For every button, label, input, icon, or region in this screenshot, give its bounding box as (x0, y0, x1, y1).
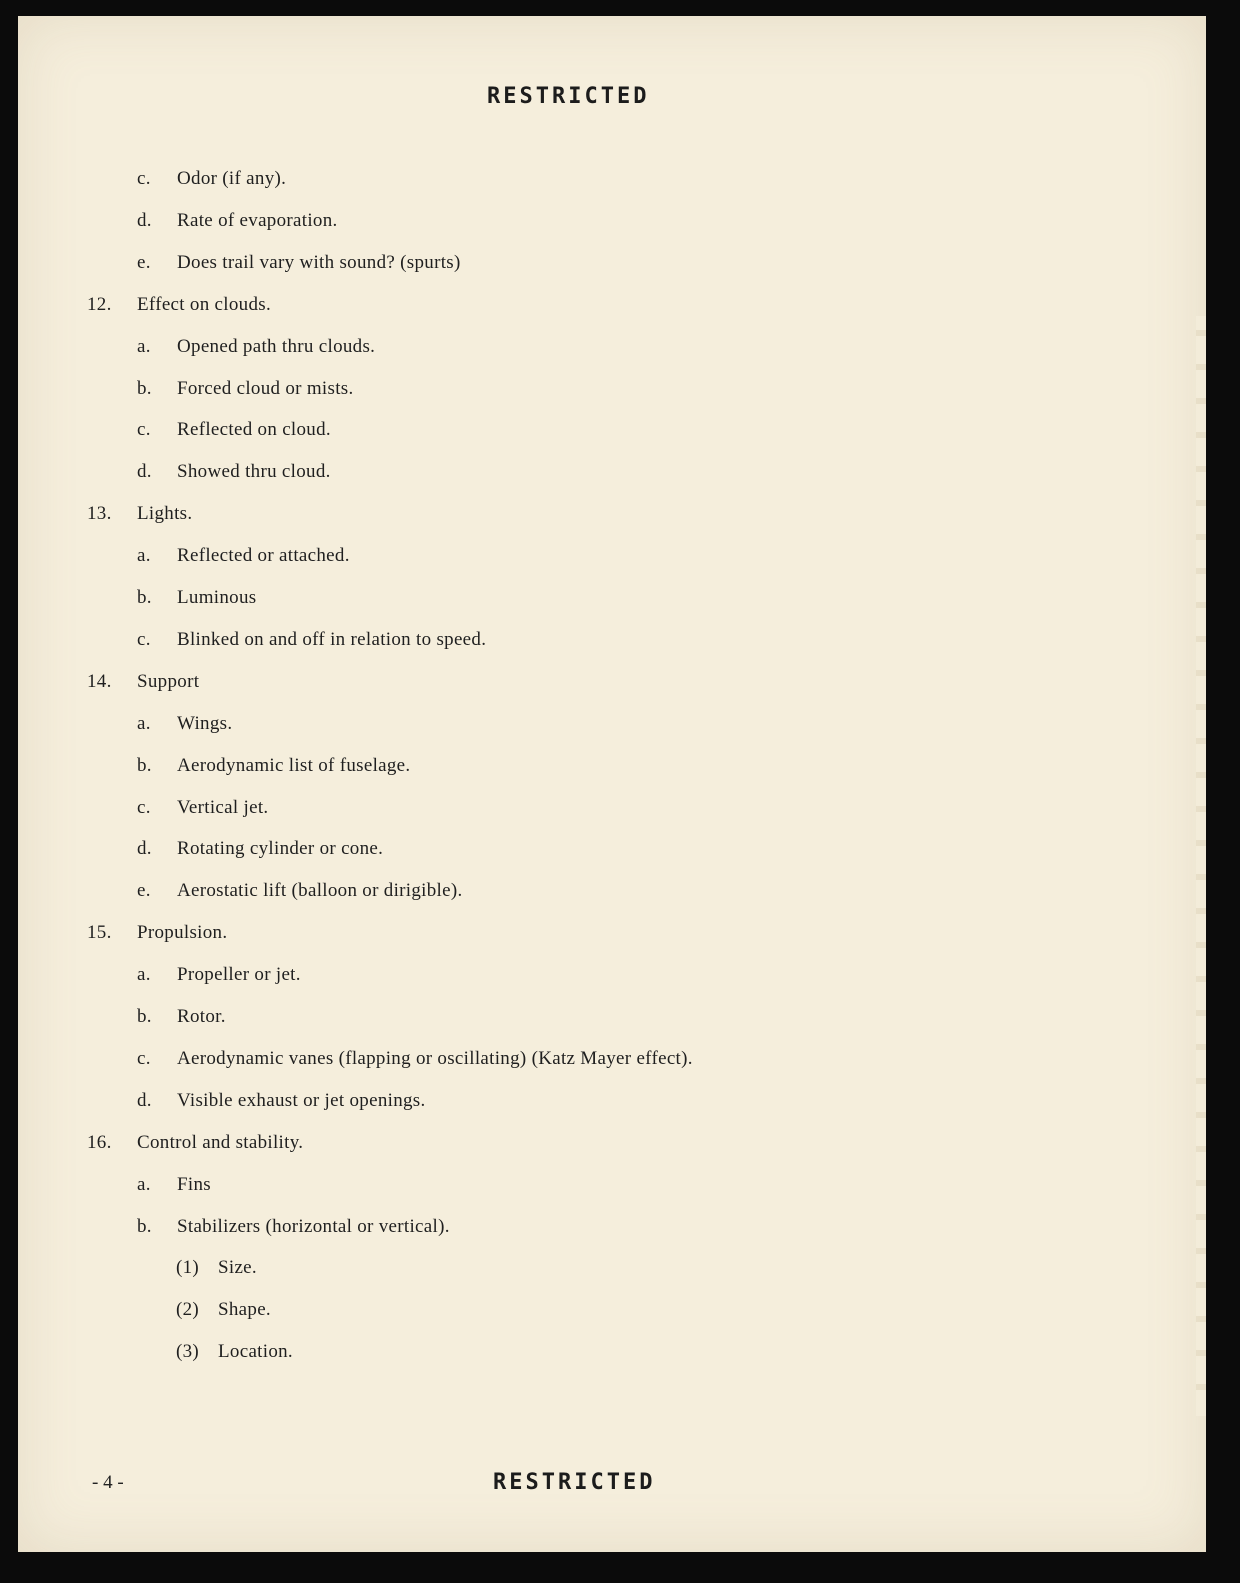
outline-text: Aerostatic lift (balloon or dirigible). (177, 880, 463, 901)
page-number: - 4 - (92, 1472, 124, 1493)
outline-line (137, 1174, 211, 1196)
outline-marker: b. (137, 587, 152, 608)
outline-text: Fins (177, 1174, 211, 1195)
outline-line (176, 1299, 271, 1321)
outline-text: Visible exhaust or jet openings. (177, 1090, 426, 1111)
outline-marker: (2) (176, 1299, 200, 1320)
outline-line (137, 964, 301, 986)
outline-marker: d. (137, 838, 152, 859)
outline-text: Aerodynamic list of fuselage. (177, 755, 411, 776)
outline-line (137, 587, 256, 609)
outline-line (176, 1341, 293, 1363)
outline-line (137, 378, 354, 400)
outline-marker: c. (137, 629, 151, 650)
outline-text: Reflected on cloud. (177, 419, 331, 440)
outline-line (137, 713, 232, 735)
outline-marker: d. (137, 461, 152, 482)
outline-text: Control and stability. (137, 1132, 304, 1153)
outline-line (87, 294, 271, 316)
outline-text: Stabilizers (horizontal or vertical). (177, 1216, 450, 1237)
outline-text: Vertical jet. (177, 797, 269, 818)
outline-line (137, 1048, 693, 1070)
outline-text: Blinked on and off in relation to speed. (177, 629, 487, 650)
outline-line (137, 755, 410, 777)
outline-text: Rotor. (177, 1006, 226, 1027)
outline-line (137, 1006, 226, 1028)
outline-text: Location. (218, 1341, 293, 1362)
outline-marker: d. (137, 1090, 152, 1111)
outline-text: Forced cloud or mists. (177, 378, 354, 399)
outline-line (137, 252, 461, 274)
outline-text: Propulsion. (137, 922, 228, 943)
outline-text: Size. (218, 1257, 257, 1278)
outline-line (137, 461, 331, 483)
outline-line (137, 629, 486, 651)
outline-line (137, 1216, 450, 1238)
outline-text: Reflected or attached. (177, 545, 350, 566)
outline-marker: (1) (176, 1257, 200, 1278)
outline-marker: a. (137, 964, 151, 985)
outline-text: Shape. (218, 1299, 271, 1320)
outline-text: Wings. (177, 713, 233, 734)
outline-line (137, 1090, 426, 1112)
outline-marker: 12. (87, 294, 112, 315)
outline-marker: c. (137, 168, 151, 189)
outline-marker: c. (137, 419, 151, 440)
outline-marker: c. (137, 1048, 151, 1069)
outline-marker: 15. (87, 922, 112, 943)
outline-text: Propeller or jet. (177, 964, 301, 985)
outline-line (137, 838, 383, 860)
outline-line (87, 922, 227, 944)
outline-line (87, 503, 192, 525)
outline-marker: 14. (87, 671, 112, 692)
outline-line (137, 545, 350, 567)
outline-line (176, 1257, 257, 1279)
outline-line (87, 1132, 303, 1154)
outline-marker: e. (137, 880, 151, 901)
outline-marker: (3) (176, 1341, 200, 1362)
outline-text: Effect on clouds. (137, 294, 272, 315)
outline-text: Opened path thru clouds. (177, 336, 376, 357)
outline-marker: a. (137, 1174, 151, 1195)
classification-header: RESTRICTED (487, 84, 650, 109)
outline-marker: c. (137, 797, 151, 818)
outline-line (137, 880, 463, 902)
outline-marker: b. (137, 1216, 152, 1237)
outline-text: Odor (if any). (177, 168, 287, 189)
outline-text: Rotating cylinder or cone. (177, 838, 384, 859)
outline-line (137, 168, 286, 190)
document-page (18, 16, 1206, 1552)
outline-marker: a. (137, 545, 151, 566)
outline-line (137, 419, 331, 441)
outline-marker: a. (137, 336, 151, 357)
outline-line (87, 671, 199, 693)
outline-marker: b. (137, 755, 152, 776)
outline-text: Luminous (177, 587, 257, 608)
outline-marker: b. (137, 1006, 152, 1027)
outline-marker: a. (137, 713, 151, 734)
outline-text: Showed thru cloud. (177, 461, 331, 482)
outline-text: Aerodynamic vanes (flapping or oscillating) (Katz Mayer effect). (177, 1048, 693, 1069)
outline-marker: d. (137, 210, 152, 231)
outline-marker: 16. (87, 1132, 112, 1153)
outline-line (137, 210, 338, 232)
classification-footer: RESTRICTED (493, 1470, 656, 1495)
outline-line (137, 336, 375, 358)
outline-text: Rate of evaporation. (177, 210, 338, 231)
outline-marker: e. (137, 252, 151, 273)
outline-line (137, 797, 268, 819)
outline-text: Lights. (137, 503, 193, 524)
outline-marker: b. (137, 378, 152, 399)
outline-marker: 13. (87, 503, 112, 524)
outline-text: Does trail vary with sound? (spurts) (177, 252, 461, 273)
paper-edge (1196, 316, 1206, 1416)
outline-text: Support (137, 671, 200, 692)
